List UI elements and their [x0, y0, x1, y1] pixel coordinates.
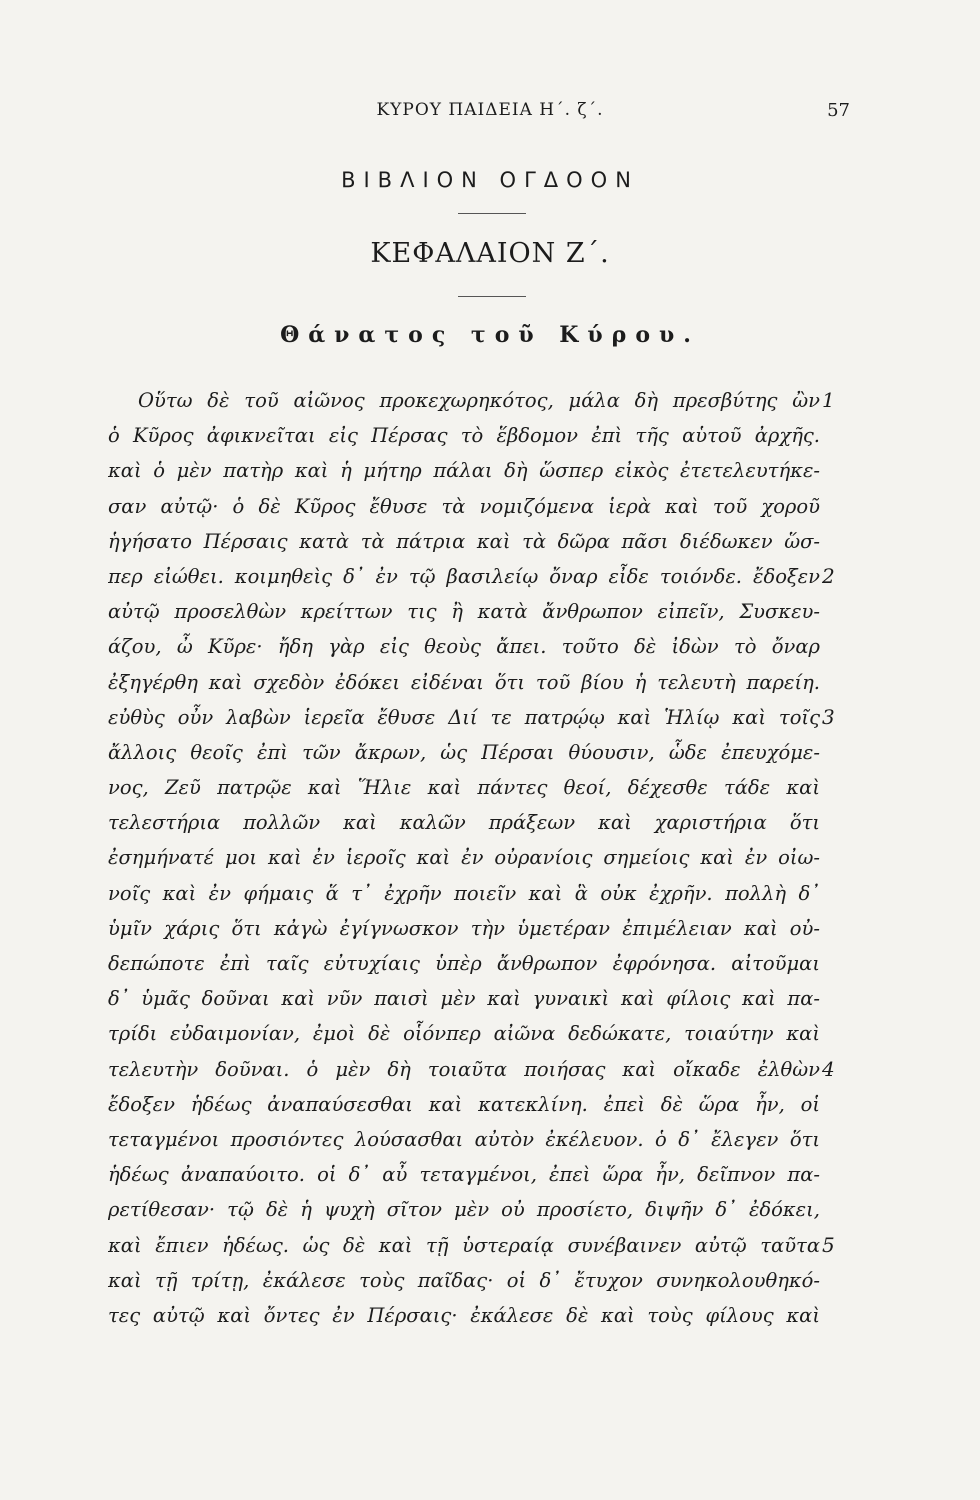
- text-line: άζου, ὦ Κῦρε· ἤδη γὰρ εἰς θεοὺς ἄπει. τοῦτο δὲ ἰδὼν τὸ ὄναρ: [108, 635, 820, 659]
- text-line: δεπώποτε ἐπὶ ταῖς εὐτυχίαις ὑπὲρ ἄνθρωπον ἐφρόνησα. αἰτοῦμαι: [108, 952, 820, 975]
- text-line: τελεστήρια πολλῶν καὶ καλῶν πράξεων καὶ χαριστήρια ὅτι: [108, 811, 820, 835]
- text-line: καὶ ἔπιεν ἡδέως. ὡς δὲ καὶ τῇ ὑστεραίᾳ συνέβαινεν αὐτῷ ταῦτα: [108, 1233, 820, 1257]
- section-number: 1: [822, 388, 835, 412]
- text-line: καὶ ὁ μὲν πατὴρ καὶ ἡ μήτηρ πάλαι δὴ ὥσπερ εἰκὸς ἐτετελευτήκε-: [108, 459, 820, 483]
- text-line: ἐσημήνατέ μοι καὶ ἐν ἱεροῖς καὶ ἐν οὐρανίοις σημείοις καὶ ἐν οἰω-: [108, 846, 820, 870]
- running-head: ΚΥΡΟΥ ΠΑΙΔΕΙΑ Η΄. ζ΄.: [376, 100, 604, 120]
- text-line: σαν αὐτῷ· ὁ δὲ Κῦρος ἔθυσε τὰ νομιζόμενα ἱερὰ καὶ τοῦ χοροῦ: [108, 494, 820, 518]
- chapter-title: ΚΕΦΑΛΑΙΟΝ Ζ΄.: [370, 238, 610, 269]
- text-line: περ εἰώθει. κοιμηθεὶς δ᾿ ἐν τῷ βασιλείῳ ὄναρ εἶδε τοιόνδε. ἔδοξεν: [108, 564, 820, 588]
- text-line: ἡδέως ἀναπαύοιτο. οἱ δ᾿ αὖ τεταγμένοι, ἐπεὶ ὥρα ἦν, δεῖπνον πα-: [108, 1163, 820, 1187]
- book-title: ΒΙΒΛΙΟΝ ΟΓΔΟΟΝ: [341, 168, 639, 192]
- text-line: τρίδι εὐδαιμονίαν, ἐμοὶ δὲ οἷόνπερ αἰῶνα δεδώκατε, τοιαύτην καὶ: [108, 1022, 820, 1046]
- section-number: 3: [822, 704, 835, 729]
- chapter-subtitle: Θάνατος τοῦ Κύρου.: [280, 322, 700, 348]
- text-line: νοῖς καὶ ἐν φήμαις ἅ τ᾿ ἐχρῆν ποιεῖν καὶ ἃ οὐκ ἐχρῆν. πολλὴ δ᾿: [108, 881, 820, 905]
- text-line: τες αὐτῷ καὶ ὄντες ἐν Πέρσαις· ἐκάλεσε δὲ καὶ τοὺς φίλους καὶ: [108, 1303, 820, 1327]
- text-line: δ᾿ ὑμᾶς δοῦναι καὶ νῦν παισὶ μὲν καὶ γυναικὶ καὶ φίλοις καὶ πα-: [108, 987, 820, 1011]
- text-line: ὑμῖν χάρις ὅτι κἀγὼ ἐγίγνωσκον τὴν ὑμετέραν ἐπιμέλειαν καὶ οὐ-: [108, 916, 820, 940]
- section-number: 4: [822, 1056, 835, 1081]
- text-line: ἡγήσατο Πέρσαις κατὰ τὰ πάτρια καὶ τὰ δῶρα πᾶσι διέδωκεν ὥσ-: [108, 529, 820, 553]
- text-line: νος, Ζεῦ πατρῷε καὶ Ἥλιε καὶ πάντες θεοί, δέχεσθε τάδε καὶ: [108, 776, 820, 800]
- text-line: τελευτὴν δοῦναι. ὁ μὲν δὴ τοιαῦτα ποιήσας καὶ οἴκαδε ἐλθὼν: [108, 1057, 820, 1081]
- page-number: 57: [827, 100, 850, 121]
- text-line: αὐτῷ προσελθὼν κρείττων τις ἢ κατὰ ἄνθρωπον εἰπεῖν, Συσκευ-: [108, 600, 820, 624]
- text-line: ἐξηγέρθη καὶ σχεδὸν ἐδόκει εἰδέναι ὅτι τοῦ βίου ἡ τελευτὴ παρείη.: [108, 670, 820, 694]
- text-line: ἔδοξεν ἡδέως ἀναπαύσεσθαι καὶ κατεκλίνη. ἐπεὶ δὲ ὥρα ἦν, οἱ: [108, 1092, 820, 1116]
- text-line: ρετίθεσαν· τῷ δὲ ἡ ψυχὴ σῖτον μὲν οὐ προσίετο, διψῆν δ᾿ ἐδόκει,: [108, 1198, 820, 1222]
- section-number: 5: [822, 1232, 835, 1257]
- text-line: ἄλλοις θεοῖς ἐπὶ τῶν ἄκρων, ὡς Πέρσαι θύουσιν, ὧδε ἐπευχόμε-: [108, 740, 820, 764]
- text-line: τεταγμένοι προσιόντες λούσασθαι αὐτὸν ἐκέλευον. ὁ δ᾿ ἔλεγεν ὅτι: [108, 1127, 820, 1151]
- text-line: ὁ Κῦρος ἀφικνεῖται εἰς Πέρσας τὸ ἕβδομον ἐπὶ τῆς αὑτοῦ ἀρχῆς.: [108, 424, 820, 448]
- divider-rule: [458, 213, 526, 214]
- body-text: [108, 383, 820, 1333]
- text-line: εὐθὺς οὖν λαβὼν ἱερεῖα ἔθυσε Διί τε πατρῴῳ καὶ Ἡλίῳ καὶ τοῖς: [108, 705, 820, 729]
- divider-rule: [458, 296, 526, 297]
- section-number: 2: [822, 564, 835, 588]
- text-line: Οὕτω δὲ τοῦ αἰῶνος προκεχωρηκότος, μάλα δὴ πρεσβύτης ὢν: [138, 389, 820, 412]
- text-line: καὶ τῇ τρίτῃ, ἐκάλεσε τοὺς παῖδας· οἱ δ᾿ ἔτυχον συνηκολουθηκό-: [108, 1268, 820, 1292]
